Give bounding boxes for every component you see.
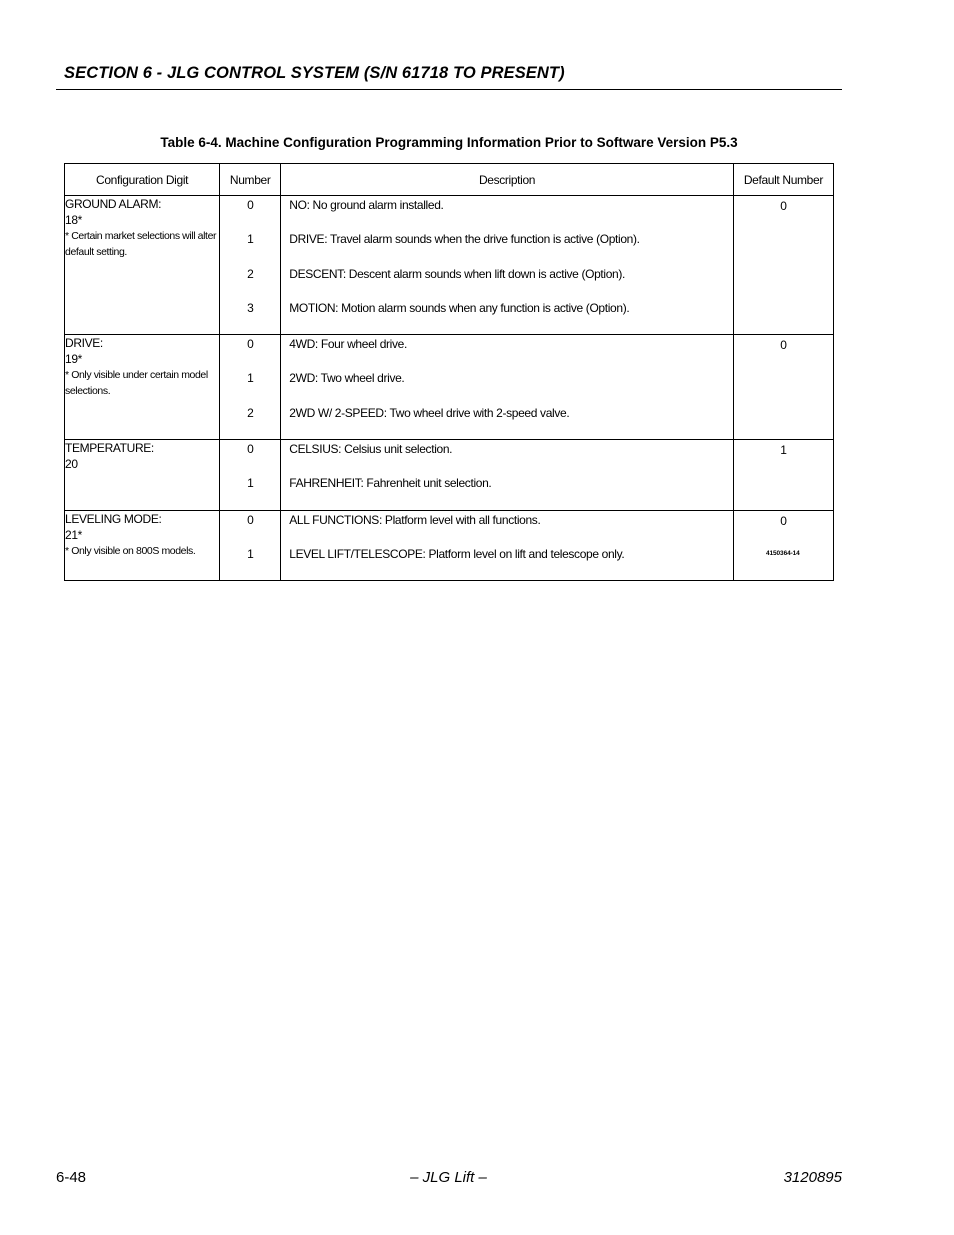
number-cell: [220, 440, 281, 511]
option-description: ALL FUNCTIONS: Platform level with all functions.: [289, 512, 541, 527]
table-row: [65, 440, 834, 511]
default-value: 0: [780, 199, 787, 213]
config-code: 18*: [65, 213, 82, 227]
config-note: * Only visible on 800S models.: [65, 544, 196, 557]
configuration-digit-cell: [65, 440, 220, 511]
option-description: 2WD: Two wheel drive.: [289, 371, 405, 386]
column-header-number: Number: [220, 164, 281, 196]
option-description: DRIVE: Travel alarm sounds when the drive function is active (Option).: [289, 232, 640, 247]
number-cell: [220, 510, 281, 581]
option-number: 2: [247, 266, 254, 281]
option-number: 0: [247, 337, 254, 352]
option-description: DESCENT: Descent alarm sounds when lift down is active (Option).: [289, 266, 626, 281]
default-number-cell: [733, 196, 833, 335]
table-header-row: [65, 164, 834, 196]
column-header-description: Description: [281, 164, 734, 196]
option-description: 4WD: Four wheel drive.: [289, 337, 407, 352]
table-row: [65, 335, 834, 440]
description-cell: [281, 510, 734, 581]
config-code: 20: [65, 457, 78, 472]
option-description: CELSIUS: Celsius unit selection.: [289, 442, 453, 457]
description-cell: [281, 196, 734, 335]
header-divider: [56, 89, 842, 90]
page-number: 6-48: [56, 1169, 87, 1186]
config-note: * Certain market selections will alter default setting.: [65, 230, 217, 258]
config-name: LEVELING MODE:: [65, 511, 162, 526]
footer-publisher: – JLG Lift –: [410, 1169, 487, 1186]
column-header-default-number: Default Number: [733, 164, 833, 196]
table-row: [65, 196, 834, 335]
default-number-cell: [733, 335, 833, 440]
option-number: 0: [247, 198, 254, 212]
section-title: SECTION 6 - JLG CONTROL SYSTEM (S/N 61718 TO PRESENT): [64, 64, 565, 82]
table-row: [65, 510, 834, 581]
column-header-configuration-digit: Configuration Digit: [65, 164, 220, 196]
config-code: 19*: [65, 352, 82, 367]
config-name: GROUND ALARM:: [65, 197, 162, 211]
option-number: 1: [247, 232, 254, 247]
option-description: FAHRENHEIT: Fahrenheit unit selection.: [289, 476, 492, 491]
option-description: LEVEL LIFT/TELESCOPE: Platform level on lift and telescope only.: [289, 546, 625, 561]
description-cell: [281, 335, 734, 440]
default-value: 0: [780, 338, 787, 353]
default-number-cell: [733, 440, 833, 511]
option-number: 3: [247, 300, 254, 315]
description-cell: [281, 440, 734, 511]
document-number: 3120895: [783, 1169, 842, 1186]
number-cell: [220, 196, 281, 335]
config-name: DRIVE:: [65, 336, 103, 351]
option-description: 2WD W/ 2-SPEED: Two wheel drive with 2-speed valve.: [289, 405, 570, 420]
configuration-digit-cell: [65, 335, 220, 440]
configuration-digit-cell: [65, 196, 220, 335]
configuration-digit-cell: [65, 510, 220, 581]
configuration-table: [64, 163, 834, 581]
config-note: * Only visible under certain model selections.: [65, 369, 208, 398]
option-description: MOTION: Motion alarm sounds when any function is active (Option).: [289, 300, 630, 315]
figure-id: 4150364-14: [766, 550, 800, 557]
option-number: 2: [247, 405, 254, 420]
default-value: 1: [780, 443, 787, 458]
number-cell: [220, 335, 281, 440]
config-name: TEMPERATURE:: [65, 441, 154, 456]
table-caption: Table 6-4. Machine Configuration Programming Information Prior to Software Version P5.3: [160, 135, 738, 150]
option-number: 1: [247, 546, 254, 561]
option-number: 0: [247, 442, 254, 457]
option-number: 1: [247, 371, 254, 386]
option-description: NO: No ground alarm installed.: [289, 198, 444, 212]
option-number: 0: [247, 512, 254, 527]
config-code: 21*: [65, 527, 82, 542]
default-value: 0: [780, 513, 787, 528]
default-number-cell: [733, 510, 833, 581]
option-number: 1: [247, 476, 254, 491]
